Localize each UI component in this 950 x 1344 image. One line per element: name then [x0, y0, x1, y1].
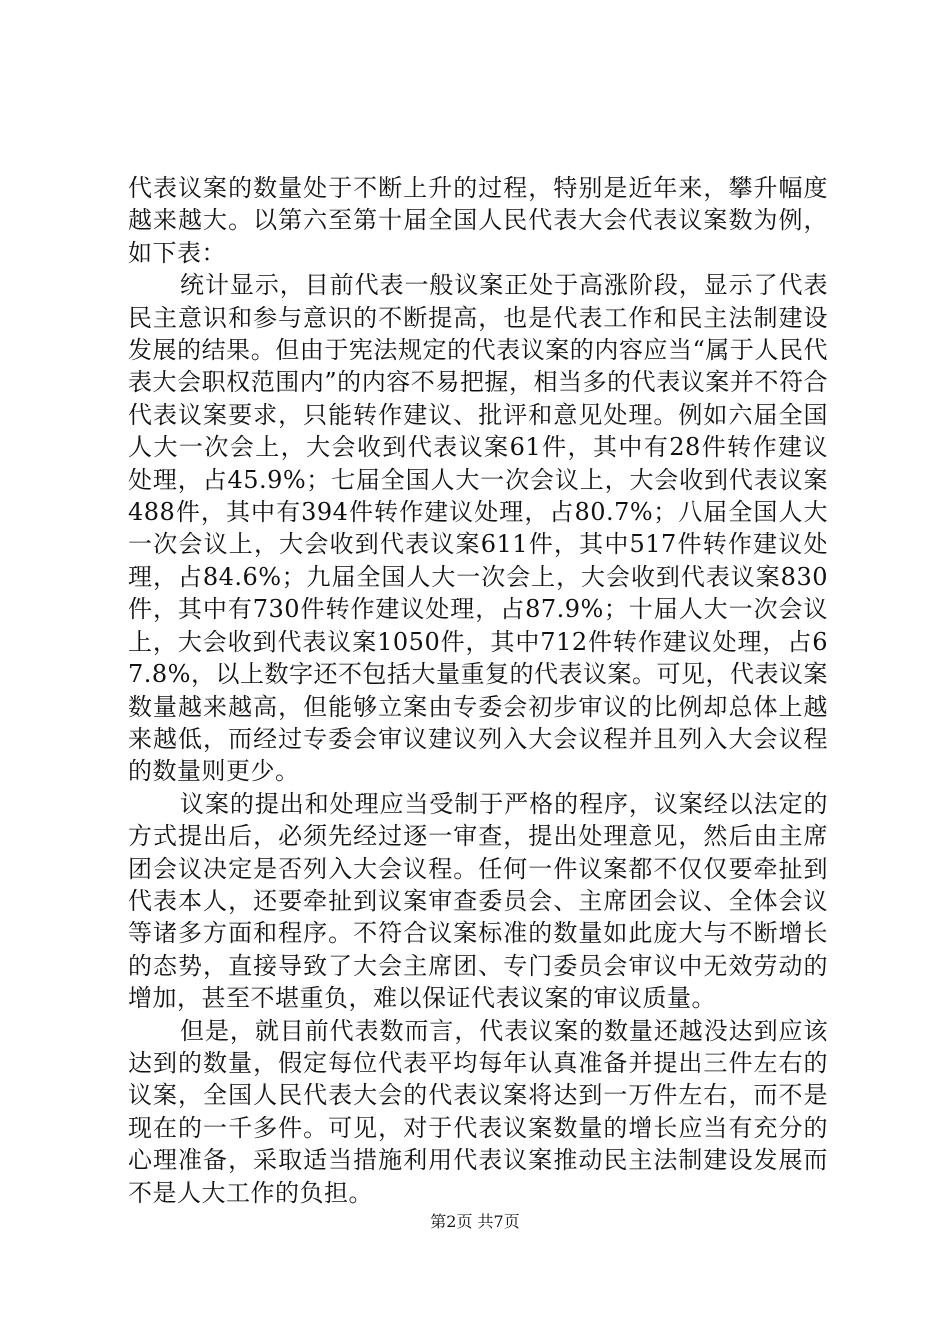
document-body — [128, 172, 828, 1209]
paragraph-1: 代表议案的数量处于不断上升的过程，特别是近年来，攀升幅度越来越大。以第六至第十届全国人民代表大会代表议案数为例，如下表： — [128, 174, 828, 267]
page-footer: 第2页 共7页 — [430, 1212, 520, 1231]
paragraph-3: 议案的提出和处理应当受制于严格的程序，议案经以法定的方式提出后，必须先经过逐一审查，提出处理意见，然后由主席团会议决定是否列入大会议程。任何一件议案都不仅仅要牵扯到代表本人，还要牵扯到议案审查委员会、主席团会议、全体会议等诸多方面和程序。不符合议案标准的数量如此庞大与不断增长的态势，直接导致了大会主席团、专门委员会审议中无效劳动的增加，甚至不堪重负，难以保证代表议案的审议质量。 — [128, 789, 828, 1013]
paragraph-2: 统计显示，目前代表一般议案正处于高涨阶段，显示了代表民主意识和参与意识的不断提高，也是代表工作和民主法制建设发展的结果。但由于宪法规定的代表议案的内容应当“属于人民代表大会职权范围内”的内容不易把握，相当多的代表议案并不符合代表议案要求，只能转作建议、批评和意见处理。例如六届全国人大一次会上，大会收到代表议案61件，其中有28件转作建议处理，占45.9%；七届全国人大一次会议上，大会收到代表议案488件，其中有394件转作建议处理，占80.7%；八届全国人大一次会议上，大会收到代表议案611件，其中517件转作建议处理，占84.6%；九届全国人大一次会上，大会收到代表议案830件，其中有730件转作建议处理，占87.9%；十届人大一次会议上，大会收到代表议案1050件，其中712件转作建议处理，占67.8%，以上数字还不包括大量重复的代表议案。可见，代表议案数量越来越高，但能够立案由专委会初步审议的比例却总体上越来越低，而经过专委会审议建议列入大会议程并且列入大会议程的数量则更少。 — [128, 271, 828, 786]
paragraph-4: 但是，就目前代表数而言，代表议案的数量还越没达到应该达到的数量，假定每位代表平均每年认真准备并提出三件左右的议案，全国人民代表大会的代表议案将达到一万件左右，而不是现在的一千多件。可见，对于代表议案数量的增长应当有充分的心理准备，采取适当措施利用代表议案推动民主法制建设发展而不是人大工作的负担。 — [128, 1016, 828, 1207]
